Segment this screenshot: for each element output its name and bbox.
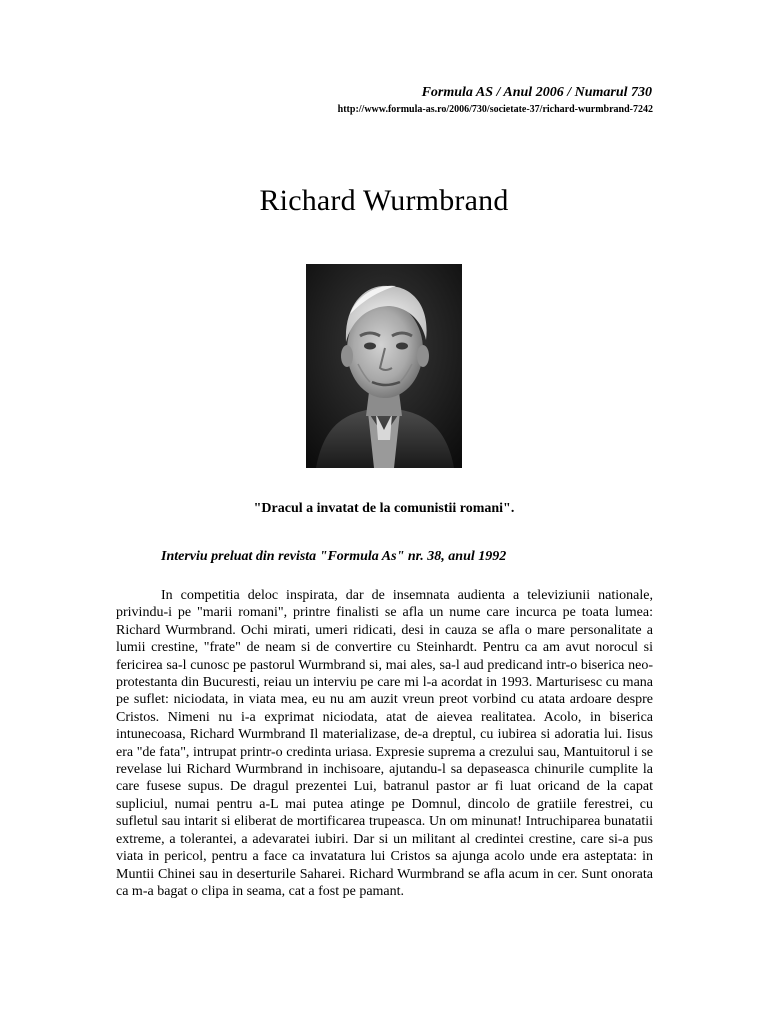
portrait-photo bbox=[306, 264, 462, 468]
article-body: In competitia deloc inspirata, dar de insemnata audienta a televiziunii nationale, privindu-i pe "marii romani", printre finalisti se afla un nume care incurca pe toata lumea: Richard Wurmbrand. Ochi mirati, umeri ridicati, desi in cauza se afla o mare personalitate a lumii crestine, "frate" de neam si de convertire cu Steinhardt. Pentru ca am avut norocul si fericirea sa-l cunosc pe pastorul Wurmbrand si, mai ales, sa-l aud predicand intr-o biserica neo-protestanta din Bucuresti, reiau un interviu pe care mi l-a acordat in 1993. Marturisesc cu mana pe suflet: niciodata, in viata mea, eu nu am auzit vreun preot vorbind cu atata ardoare despre Cristos. Nimeni nu i-a exprimat niciodata, atat de aievea realitatea. Acolo, in biserica intunecoasa, Richard Wurmbrand Il materializase, de-a dreptul, cu iubirea si adoratia lui. Iisus era "de fata", intrupat printr-o credinta uriasa. Expresie suprema a crezului sau, Mantuitorul i se revelase lui Richard Wurmbrand in inchisoare, ajutandu-l sa depaseasca chinurile cumplite la care fusese supus. De dragul prezentei Lui, batranul pastor ar fi luat oricand de la capat supliciul, numai pentru a-L mai putea atinge pe Domnul, dincolo de gratiile ferestrei, cu sufletul sau intarit si eliberat de mortificarea trupeasca. Un om minunat! Intruchiparea bunatatii extreme, a tolerantei, a adevaratei iubiri. Dar si un militant al credintei crestine, care si-a pus viata in pericol, pentru a face ca invatatura lui Cristos sa ajunga acolo unde era asteptata: in Muntii Chinei sau in deserturile Saharei. Richard Wurmbrand se afla acum in cer. Sunt onorata ca m-a bagat o clipa in seama, cat a fost pe pamant. bbox=[116, 588, 653, 899]
publication-header: Formula AS / Anul 2006 / Numarul 730 bbox=[421, 85, 652, 100]
interview-source: Interviu preluat din revista "Formula As" nr. 38, anul 1992 bbox=[161, 549, 507, 564]
article-title: Richard Wurmbrand bbox=[259, 184, 509, 217]
source-url: http://www.formula-as.ro/2006/730/societate-37/richard-wurmbrand-7242 bbox=[337, 104, 653, 115]
article-subtitle: "Dracul a invatat de la comunistii romani". bbox=[253, 501, 515, 516]
portrait-illustration bbox=[306, 264, 462, 468]
